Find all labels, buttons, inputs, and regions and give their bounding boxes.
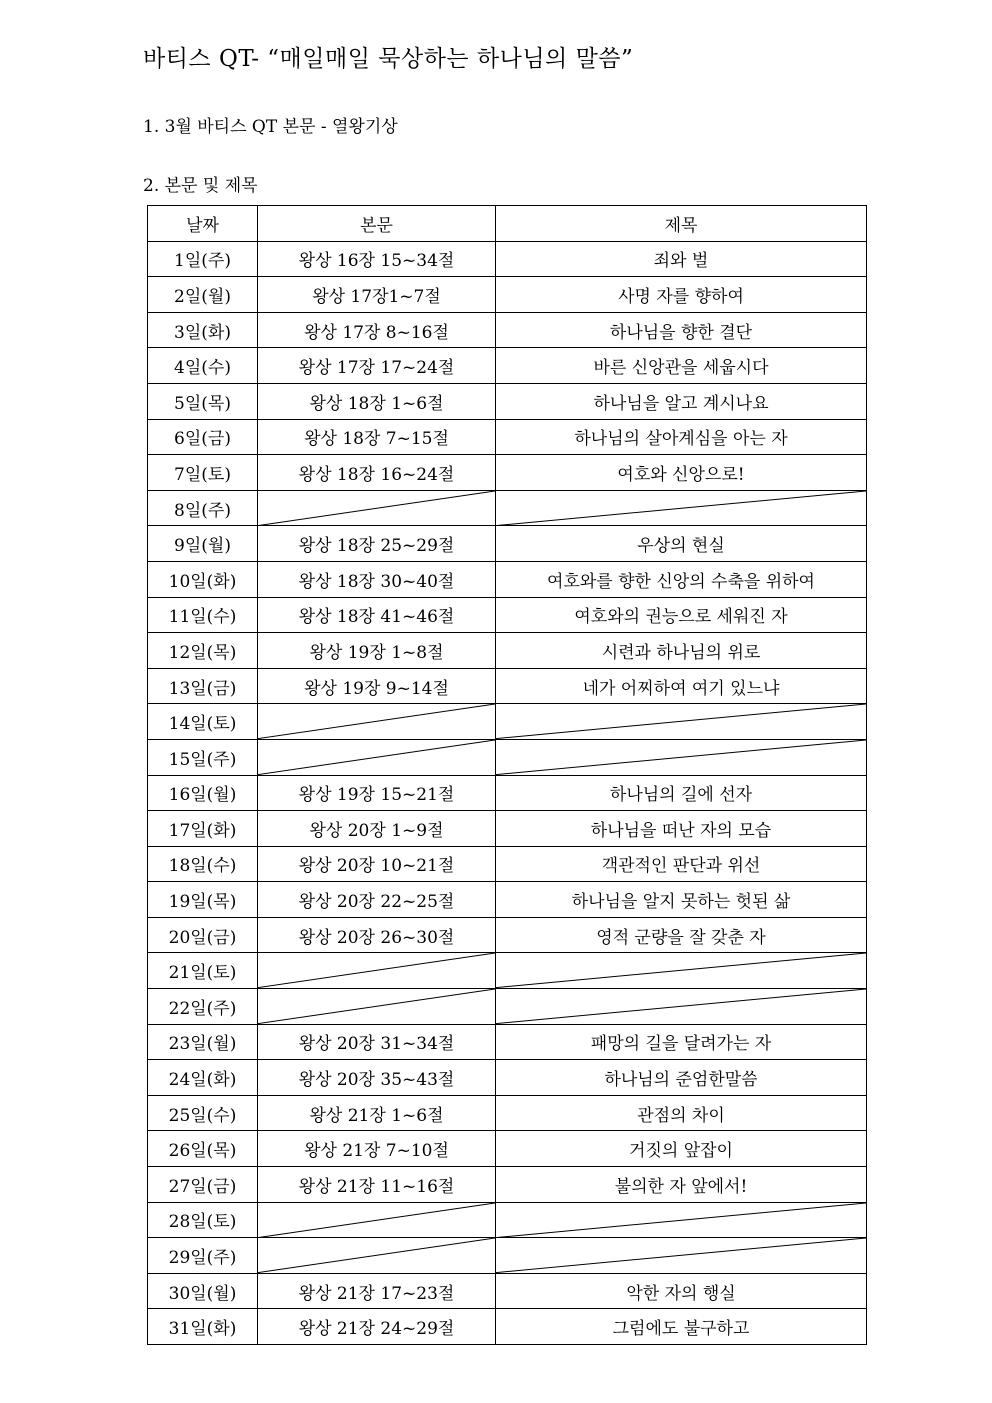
date-cell: 15일(주) [148, 739, 258, 775]
passage-cell: 왕상 17장1~7절 [258, 277, 496, 313]
passage-cell: 왕상 20장 10~21절 [258, 846, 496, 882]
passage-cell: 왕상 18장 16~24절 [258, 455, 496, 491]
date-cell: 28일(토) [148, 1202, 258, 1238]
date-cell: 27일(금) [148, 1167, 258, 1203]
empty-title-cell [496, 989, 867, 1025]
date-cell: 31일(화) [148, 1309, 258, 1345]
title-cell: 영적 군량을 잘 갖춘 자 [496, 917, 867, 953]
title-cell: 불의한 자 앞에서! [496, 1167, 867, 1203]
table-row [148, 526, 867, 562]
title-cell: 거짓의 앞잡이 [496, 1131, 867, 1167]
table-row [148, 1238, 867, 1274]
date-cell: 23일(월) [148, 1024, 258, 1060]
table-row [148, 989, 867, 1025]
title-cell: 우상의 현실 [496, 526, 867, 562]
diagonal-line-icon [258, 1203, 495, 1238]
table-row [148, 455, 867, 491]
date-cell: 9일(월) [148, 526, 258, 562]
passage-cell: 왕상 20장 1~9절 [258, 811, 496, 847]
table-row [148, 739, 867, 775]
passage-cell: 왕상 20장 26~30절 [258, 917, 496, 953]
date-cell: 19일(목) [148, 882, 258, 918]
header-passage: 본문 [258, 206, 496, 242]
table-header-row [148, 206, 867, 242]
date-cell: 16일(월) [148, 775, 258, 811]
date-cell: 21일(토) [148, 953, 258, 989]
table-row [148, 811, 867, 847]
empty-passage-cell [258, 704, 496, 740]
passage-cell: 왕상 19장 9~14절 [258, 668, 496, 704]
empty-title-cell [496, 1202, 867, 1238]
date-cell: 3일(화) [148, 312, 258, 348]
table-row [148, 668, 867, 704]
title-cell: 관점의 차이 [496, 1095, 867, 1131]
table-row [148, 383, 867, 419]
title-cell: 사명 자를 향하여 [496, 277, 867, 313]
date-cell: 6일(금) [148, 419, 258, 455]
date-cell: 4일(수) [148, 348, 258, 384]
table-row [148, 1060, 867, 1096]
table-row [148, 561, 867, 597]
passage-cell: 왕상 21장 7~10절 [258, 1131, 496, 1167]
table-row [148, 775, 867, 811]
date-cell: 24일(화) [148, 1060, 258, 1096]
diagonal-line-icon [496, 704, 866, 739]
title-cell: 하나님을 떠난 자의 모습 [496, 811, 867, 847]
date-cell: 26일(목) [148, 1131, 258, 1167]
title-cell: 악한 자의 행실 [496, 1273, 867, 1309]
table-row [148, 1024, 867, 1060]
diagonal-line-icon [258, 491, 495, 526]
title-cell: 하나님의 길에 선자 [496, 775, 867, 811]
date-cell: 22일(주) [148, 989, 258, 1025]
diagonal-line-icon [258, 953, 495, 988]
date-cell: 5일(목) [148, 383, 258, 419]
title-cell: 하나님의 준엄한말씀 [496, 1060, 867, 1096]
title-cell: 시련과 하나님의 위로 [496, 633, 867, 669]
header-date: 날짜 [148, 206, 258, 242]
empty-title-cell [496, 1238, 867, 1274]
table-row [148, 241, 867, 277]
title-cell: 객관적인 판단과 위선 [496, 846, 867, 882]
title-cell: 여호와를 향한 신앙의 수축을 위하여 [496, 561, 867, 597]
table-row [148, 1095, 867, 1131]
table-row [148, 1309, 867, 1345]
date-cell: 8일(주) [148, 490, 258, 526]
table-row [148, 490, 867, 526]
empty-passage-cell [258, 490, 496, 526]
passage-cell: 왕상 19장 15~21절 [258, 775, 496, 811]
diagonal-line-icon [258, 704, 495, 739]
title-cell: 그럼에도 불구하고 [496, 1309, 867, 1345]
qt-schedule-table [147, 205, 867, 1345]
table-row [148, 277, 867, 313]
diagonal-line-icon [496, 1203, 866, 1238]
date-cell: 7일(토) [148, 455, 258, 491]
table-row [148, 597, 867, 633]
diagonal-line-icon [496, 491, 866, 526]
table-row [148, 1273, 867, 1309]
empty-title-cell [496, 704, 867, 740]
passage-cell: 왕상 17장 17~24절 [258, 348, 496, 384]
empty-passage-cell [258, 1202, 496, 1238]
passage-cell: 왕상 21장 17~23절 [258, 1273, 496, 1309]
title-cell: 하나님을 향한 결단 [496, 312, 867, 348]
passage-cell: 왕상 21장 11~16절 [258, 1167, 496, 1203]
passage-cell: 왕상 18장 7~15절 [258, 419, 496, 455]
table-row [148, 348, 867, 384]
empty-title-cell [496, 739, 867, 775]
title-cell: 네가 어찌하여 여기 있느냐 [496, 668, 867, 704]
passage-cell: 왕상 18장 1~6절 [258, 383, 496, 419]
passage-cell: 왕상 18장 41~46절 [258, 597, 496, 633]
title-cell: 하나님을 알지 못하는 헛된 삶 [496, 882, 867, 918]
date-cell: 12일(목) [148, 633, 258, 669]
passage-cell: 왕상 21장 1~6절 [258, 1095, 496, 1131]
diagonal-line-icon [496, 989, 866, 1024]
passage-cell: 왕상 16장 15~34절 [258, 241, 496, 277]
passage-cell: 왕상 19장 1~8절 [258, 633, 496, 669]
date-cell: 10일(화) [148, 561, 258, 597]
table-row [148, 1167, 867, 1203]
section-heading-passage: 1. 3월 바티스 QT 본문 - 열왕기상 [143, 117, 398, 137]
diagonal-line-icon [496, 953, 866, 988]
passage-cell: 왕상 18장 30~40절 [258, 561, 496, 597]
header-title: 제목 [496, 206, 867, 242]
table-row [148, 882, 867, 918]
title-cell: 여호와 신앙으로! [496, 455, 867, 491]
date-cell: 18일(수) [148, 846, 258, 882]
passage-cell: 왕상 20장 22~25절 [258, 882, 496, 918]
title-cell: 하나님을 알고 계시나요 [496, 383, 867, 419]
title-cell: 패망의 길을 달려가는 자 [496, 1024, 867, 1060]
passage-cell: 왕상 21장 24~29절 [258, 1309, 496, 1345]
date-cell: 20일(금) [148, 917, 258, 953]
table-row [148, 704, 867, 740]
date-cell: 29일(주) [148, 1238, 258, 1274]
empty-title-cell [496, 953, 867, 989]
empty-passage-cell [258, 739, 496, 775]
title-cell: 죄와 벌 [496, 241, 867, 277]
table-body [148, 241, 867, 1344]
passage-cell: 왕상 20장 31~34절 [258, 1024, 496, 1060]
section-heading-schedule: 2. 본문 및 제목 [143, 176, 258, 196]
diagonal-line-icon [496, 740, 866, 775]
table-row [148, 953, 867, 989]
date-cell: 17일(화) [148, 811, 258, 847]
empty-passage-cell [258, 953, 496, 989]
date-cell: 30일(월) [148, 1273, 258, 1309]
diagonal-line-icon [258, 740, 495, 775]
passage-cell: 왕상 20장 35~43절 [258, 1060, 496, 1096]
title-cell: 하나님의 살아계심을 아는 자 [496, 419, 867, 455]
diagonal-line-icon [496, 1238, 866, 1273]
passage-cell: 왕상 18장 25~29절 [258, 526, 496, 562]
table-row [148, 419, 867, 455]
passage-cell: 왕상 17장 8~16절 [258, 312, 496, 348]
table-row [148, 312, 867, 348]
date-cell: 14일(토) [148, 704, 258, 740]
table-row [148, 1202, 867, 1238]
title-cell: 바른 신앙관을 세웁시다 [496, 348, 867, 384]
empty-passage-cell [258, 1238, 496, 1274]
date-cell: 25일(수) [148, 1095, 258, 1131]
table-row [148, 1131, 867, 1167]
diagonal-line-icon [258, 1238, 495, 1273]
date-cell: 11일(수) [148, 597, 258, 633]
document-title: 바티스 QT- “매일매일 묵상하는 하나님의 말씀” [143, 46, 634, 72]
date-cell: 1일(주) [148, 241, 258, 277]
date-cell: 2일(월) [148, 277, 258, 313]
empty-title-cell [496, 490, 867, 526]
table-row [148, 917, 867, 953]
table-row [148, 846, 867, 882]
table-row [148, 633, 867, 669]
title-cell: 여호와의 권능으로 세워진 자 [496, 597, 867, 633]
date-cell: 13일(금) [148, 668, 258, 704]
empty-passage-cell [258, 989, 496, 1025]
diagonal-line-icon [258, 989, 495, 1024]
